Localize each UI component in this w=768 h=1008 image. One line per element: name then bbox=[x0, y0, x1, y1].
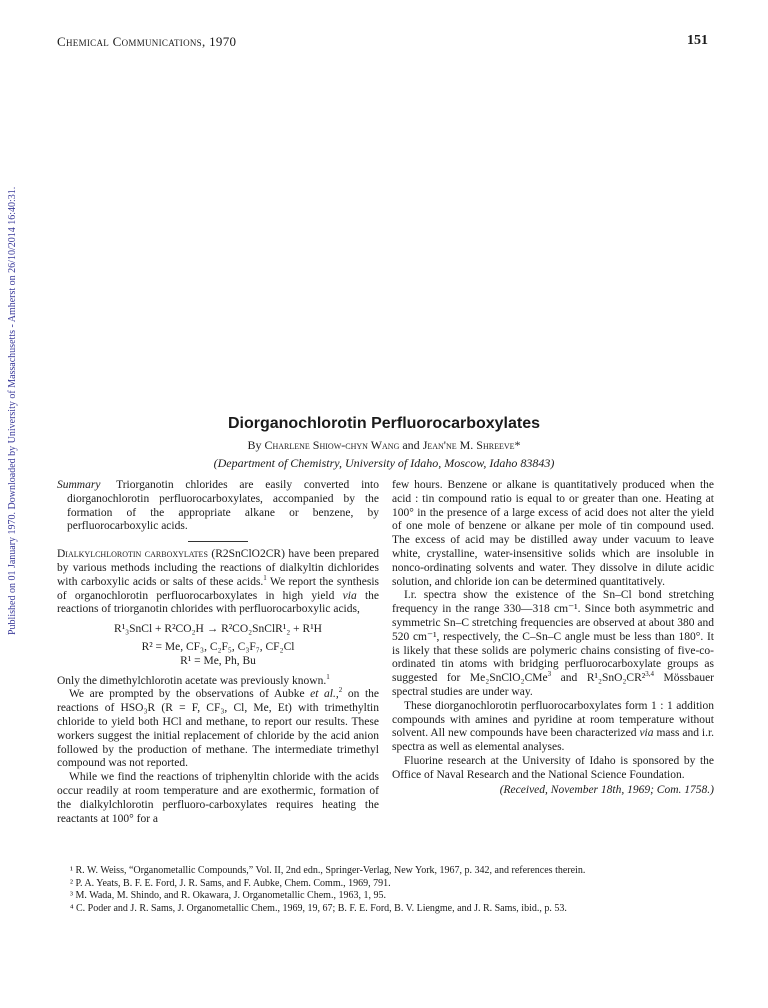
reference-item: ² P. A. Yeats, B. F. E. Ford, J. R. Sams, and F. Aubke, Chem. Comm., 1969, 791. bbox=[70, 877, 391, 889]
right-column bbox=[392, 479, 714, 797]
author-name: Jean'ne M. Shreeve* bbox=[422, 438, 521, 452]
affiliation: (Department of Chemistry, University of Idaho, Moscow, Idaho 83843) bbox=[213, 456, 555, 470]
journal-header: Chemical Communications, 1970 bbox=[57, 34, 237, 49]
equation-definition: R² = Me, CF₃, C₂F₅, C₃F₇, CF₂Cl bbox=[141, 640, 295, 653]
equation-definition: R¹ = Me, Ph, Bu bbox=[180, 654, 256, 667]
body-text: and R¹₂SnO₂CR² bbox=[560, 672, 646, 685]
body-text: Only the dimethylchlorotin acetate was previously known. bbox=[57, 674, 327, 687]
received-date: (Received, November 18th, 1969; Com. 1758.) bbox=[499, 783, 714, 796]
download-banner-text: Published on 01 January 1970. Downloaded by University of Massachusetts - Amherst on 26/10/2014 16:40:31. bbox=[7, 186, 18, 635]
ref-marker: 3 bbox=[547, 670, 552, 679]
italic-word: et al., bbox=[310, 688, 339, 701]
summary-paragraph bbox=[57, 479, 379, 534]
body-paragraph bbox=[57, 688, 379, 771]
acknowledgement: Fluorine research at the University of Idaho is sponsored by the Office of Naval Research and the National Science Foundation. bbox=[392, 754, 714, 781]
body-text: mass and i.r. spectra as well as elemental analyses. bbox=[392, 727, 715, 754]
reference-item: ³ M. Wada, M. Shindo, and R. Okawara, J. Organometallic Chem., 1963, 1, 95. bbox=[70, 890, 386, 902]
body-text: These diorganochlorotin perfluorocarboxylates form 1 : 1 addition compounds with amines and pyridine at room temperature without solvent. All new compounds have been characterized bbox=[392, 699, 714, 740]
body-paragraph: While we find the reactions of triphenyltin chloride with the acids occur readily at room temperature and are exothermic, formation of the dialkylchlorotin perfluoro-carboxylates requires heating the reactants at 100° for a bbox=[57, 771, 379, 825]
body-paragraph bbox=[392, 589, 714, 699]
download-banner bbox=[6, 140, 20, 635]
left-column bbox=[57, 479, 379, 826]
body-paragraph bbox=[57, 548, 379, 617]
body-paragraph: few hours. Benzene or alkane is quantitatively produced when the acid : tin compound ratio is equal to or greater than one. Heating at 100° in the presence of a large excess of acid does not alter the yield of one mole of benzene or alkane per mole of tin compound used. The excess of acid may be distilled away under vacuum to leave white, crystalline, water-insensitive solids which are insoluble in nonco-ordinating solvents and water. They dissolve in dilute acidic solution, and chloride ion can be determined quantitatively. bbox=[392, 479, 714, 588]
body-paragraph bbox=[57, 672, 379, 689]
formula: (R2SnClO2CR) bbox=[211, 548, 285, 561]
summary-label: Summary bbox=[57, 479, 101, 491]
article-title: Diorganochlorotin Perfluorocarboxylates bbox=[227, 415, 541, 432]
references bbox=[70, 865, 720, 915]
ref-marker: 1 bbox=[326, 672, 330, 681]
ref-marker: 1 bbox=[263, 573, 267, 582]
author-name: Charlene Shiow-chyn Wang bbox=[264, 438, 400, 452]
ref-marker: 3,4 bbox=[645, 670, 654, 679]
reaction-equation: R¹₃SnCl + R²CO₂H → R²CO₂SnClR¹₂ + R¹H bbox=[114, 623, 322, 636]
author-line bbox=[0, 438, 768, 453]
body-text: We are prompted by the observations of Aubke bbox=[69, 688, 305, 701]
body-text: the reactions of triorganotin chlorides with perfluorocarboxylic acids, bbox=[57, 589, 380, 616]
byline-prefix: By bbox=[247, 438, 262, 452]
lead-in: Dialkylchlorotin carboxylates bbox=[57, 548, 208, 561]
page-number: 151 bbox=[687, 33, 708, 48]
body-text: Mössbauer spectral studies are under way. bbox=[392, 672, 715, 698]
body-text: have been prepared by various methods including the reactions of dialkyltin dichlorides with carboxylic acids or salts of these acids. bbox=[57, 548, 380, 588]
body-text: I.r. spectra show the existence of the Sn–Cl bond stretching frequency in the range 330—318 cm⁻¹. Since both asymmetric and symmetric Sn–C stretching frequencies are observed at about 380 and 520 cm⁻¹, respectively, the C–Sn–C angle must be less than 180°. It is likely that these solids are polymeric chains consisting of five-co-ordinated tin atoms with bridging perfluorocarboxylate groups as suggested for Me₂SnClO₂CMe bbox=[392, 589, 714, 685]
body-text: We report the synthesis of organochlorotin perfluorocarboxylates in high yield bbox=[57, 575, 379, 602]
reference-item: ⁴ C. Poder and J. R. Sams, J. Organometallic Chem., 1969, 19, 67; B. F. E. Ford, B. V. Liengme, and J. R. Sams, ibid., p. 53. bbox=[70, 902, 567, 914]
italic-word: via bbox=[639, 727, 654, 740]
ref-marker: 2 bbox=[338, 686, 343, 695]
author-connector: and bbox=[402, 438, 420, 452]
reference-item: ¹ R. W. Weiss, “Organometallic Compounds,” Vol. II, 2nd edn., Springer-Verlag, New York, 1967, p. 342, and references therein. bbox=[70, 865, 586, 876]
section-rule bbox=[188, 541, 248, 542]
body-paragraph bbox=[392, 700, 714, 755]
italic-word: via bbox=[342, 589, 357, 602]
body-text: on the reactions of HSO₃R (R = F, CF₃, Cl, Me, Et) with trimethyltin chloride to yield both HCl and methane, to report our results. These workers suggest the initial replacement of chloride by the acid anion followed by the production of methane. The intermediate trimethyl compound was not reported. bbox=[57, 688, 379, 770]
summary-text: Triorganotin chlorides are easily converted into diorganochlorotin perfluorocarboxylates, accompanied by the formation of the appropriate alkane or benzene, by perfluorocarboxylic acids. bbox=[67, 479, 379, 533]
